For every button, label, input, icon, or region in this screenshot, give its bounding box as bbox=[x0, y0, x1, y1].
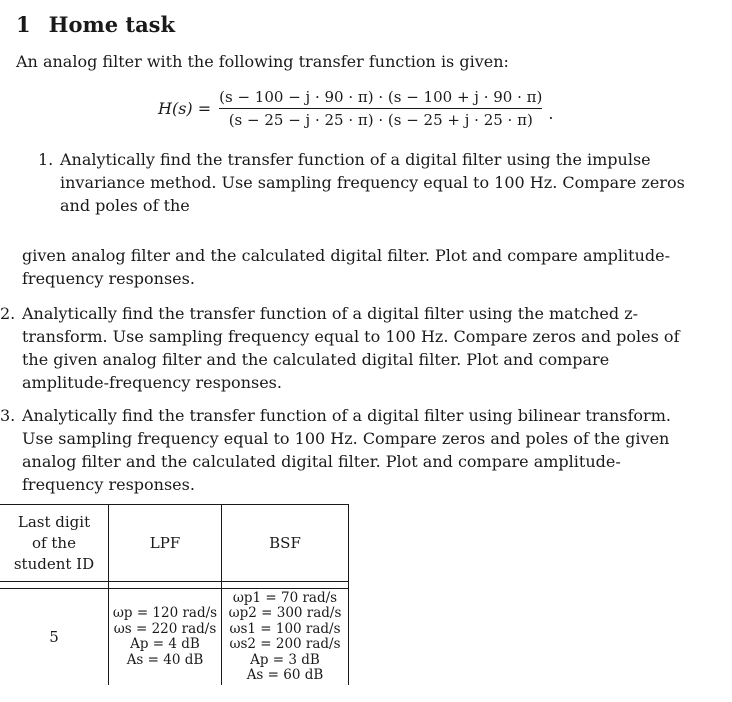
equation-fraction bbox=[219, 88, 542, 129]
table-row bbox=[0, 589, 349, 686]
task-item-2 bbox=[0, 302, 690, 394]
fraction-bar bbox=[219, 108, 542, 109]
task-label: 1. bbox=[38, 150, 54, 169]
equation-lhs: H(s) = bbox=[158, 99, 212, 118]
task-item-1-continued: given analog filter and the calculated digital filter. Plot and compare amplitude-frequency responses. bbox=[22, 246, 670, 288]
section-title bbox=[16, 12, 175, 37]
equation-end: . bbox=[548, 104, 554, 123]
task-text: Analytically find the transfer function of a digital filter using the matched z-transform. Use sampling frequency equal to 100 Hz. Compare zeros and poles of the given analog filter and the calculated digital filter. Plot and compare amplitude-frequency responses. bbox=[22, 304, 680, 392]
transfer-function-equation bbox=[158, 88, 553, 129]
cell-digit: 5 bbox=[0, 589, 109, 686]
equation-numerator: (s − 100 − j · 90 · π) · (s − 100 + j · 90 · π) bbox=[219, 88, 543, 106]
section-number: 1 bbox=[16, 12, 31, 37]
header-lpf: LPF bbox=[109, 505, 222, 582]
task-item-1 bbox=[38, 148, 700, 217]
equation-denominator: (s − 25 − j · 25 · π) · (s − 25 + j · 25 · π) bbox=[228, 111, 533, 129]
section-title-text: Home task bbox=[48, 12, 176, 37]
task-label: 3. bbox=[0, 406, 16, 425]
intro-text: An analog filter with the following transfer function is given: bbox=[16, 52, 509, 71]
parameters-table bbox=[0, 504, 349, 685]
task-label: 2. bbox=[0, 304, 16, 323]
task-item-3 bbox=[0, 404, 690, 496]
task-text: Analytically find the transfer function of a digital filter using bilinear transform. Use sampling frequency equal to 100 Hz. Compare zeros and poles of the given analog filter and the calculated digital filter. Plot and compare amplitude-frequency responses. bbox=[22, 406, 671, 494]
header-bsf: BSF bbox=[222, 505, 349, 582]
cell-lpf: ωp = 120 rad/s ωs = 220 rad/s Ap = 4 dB As = 40 dB bbox=[109, 589, 222, 686]
task-text: Analytically find the transfer function of a digital filter using the impulse invariance method. Use sampling frequency equal to 100 Hz. Compare zeros and poles of the bbox=[60, 150, 685, 215]
cell-bsf: ωp1 = 70 rad/s ωp2 = 300 rad/s ωs1 = 100 rad/s ωs2 = 200 rad/s Ap = 3 dB As = 60 dB bbox=[222, 589, 349, 686]
header-last-digit: Last digit of the student ID bbox=[0, 505, 109, 582]
table-header-row bbox=[0, 505, 349, 582]
